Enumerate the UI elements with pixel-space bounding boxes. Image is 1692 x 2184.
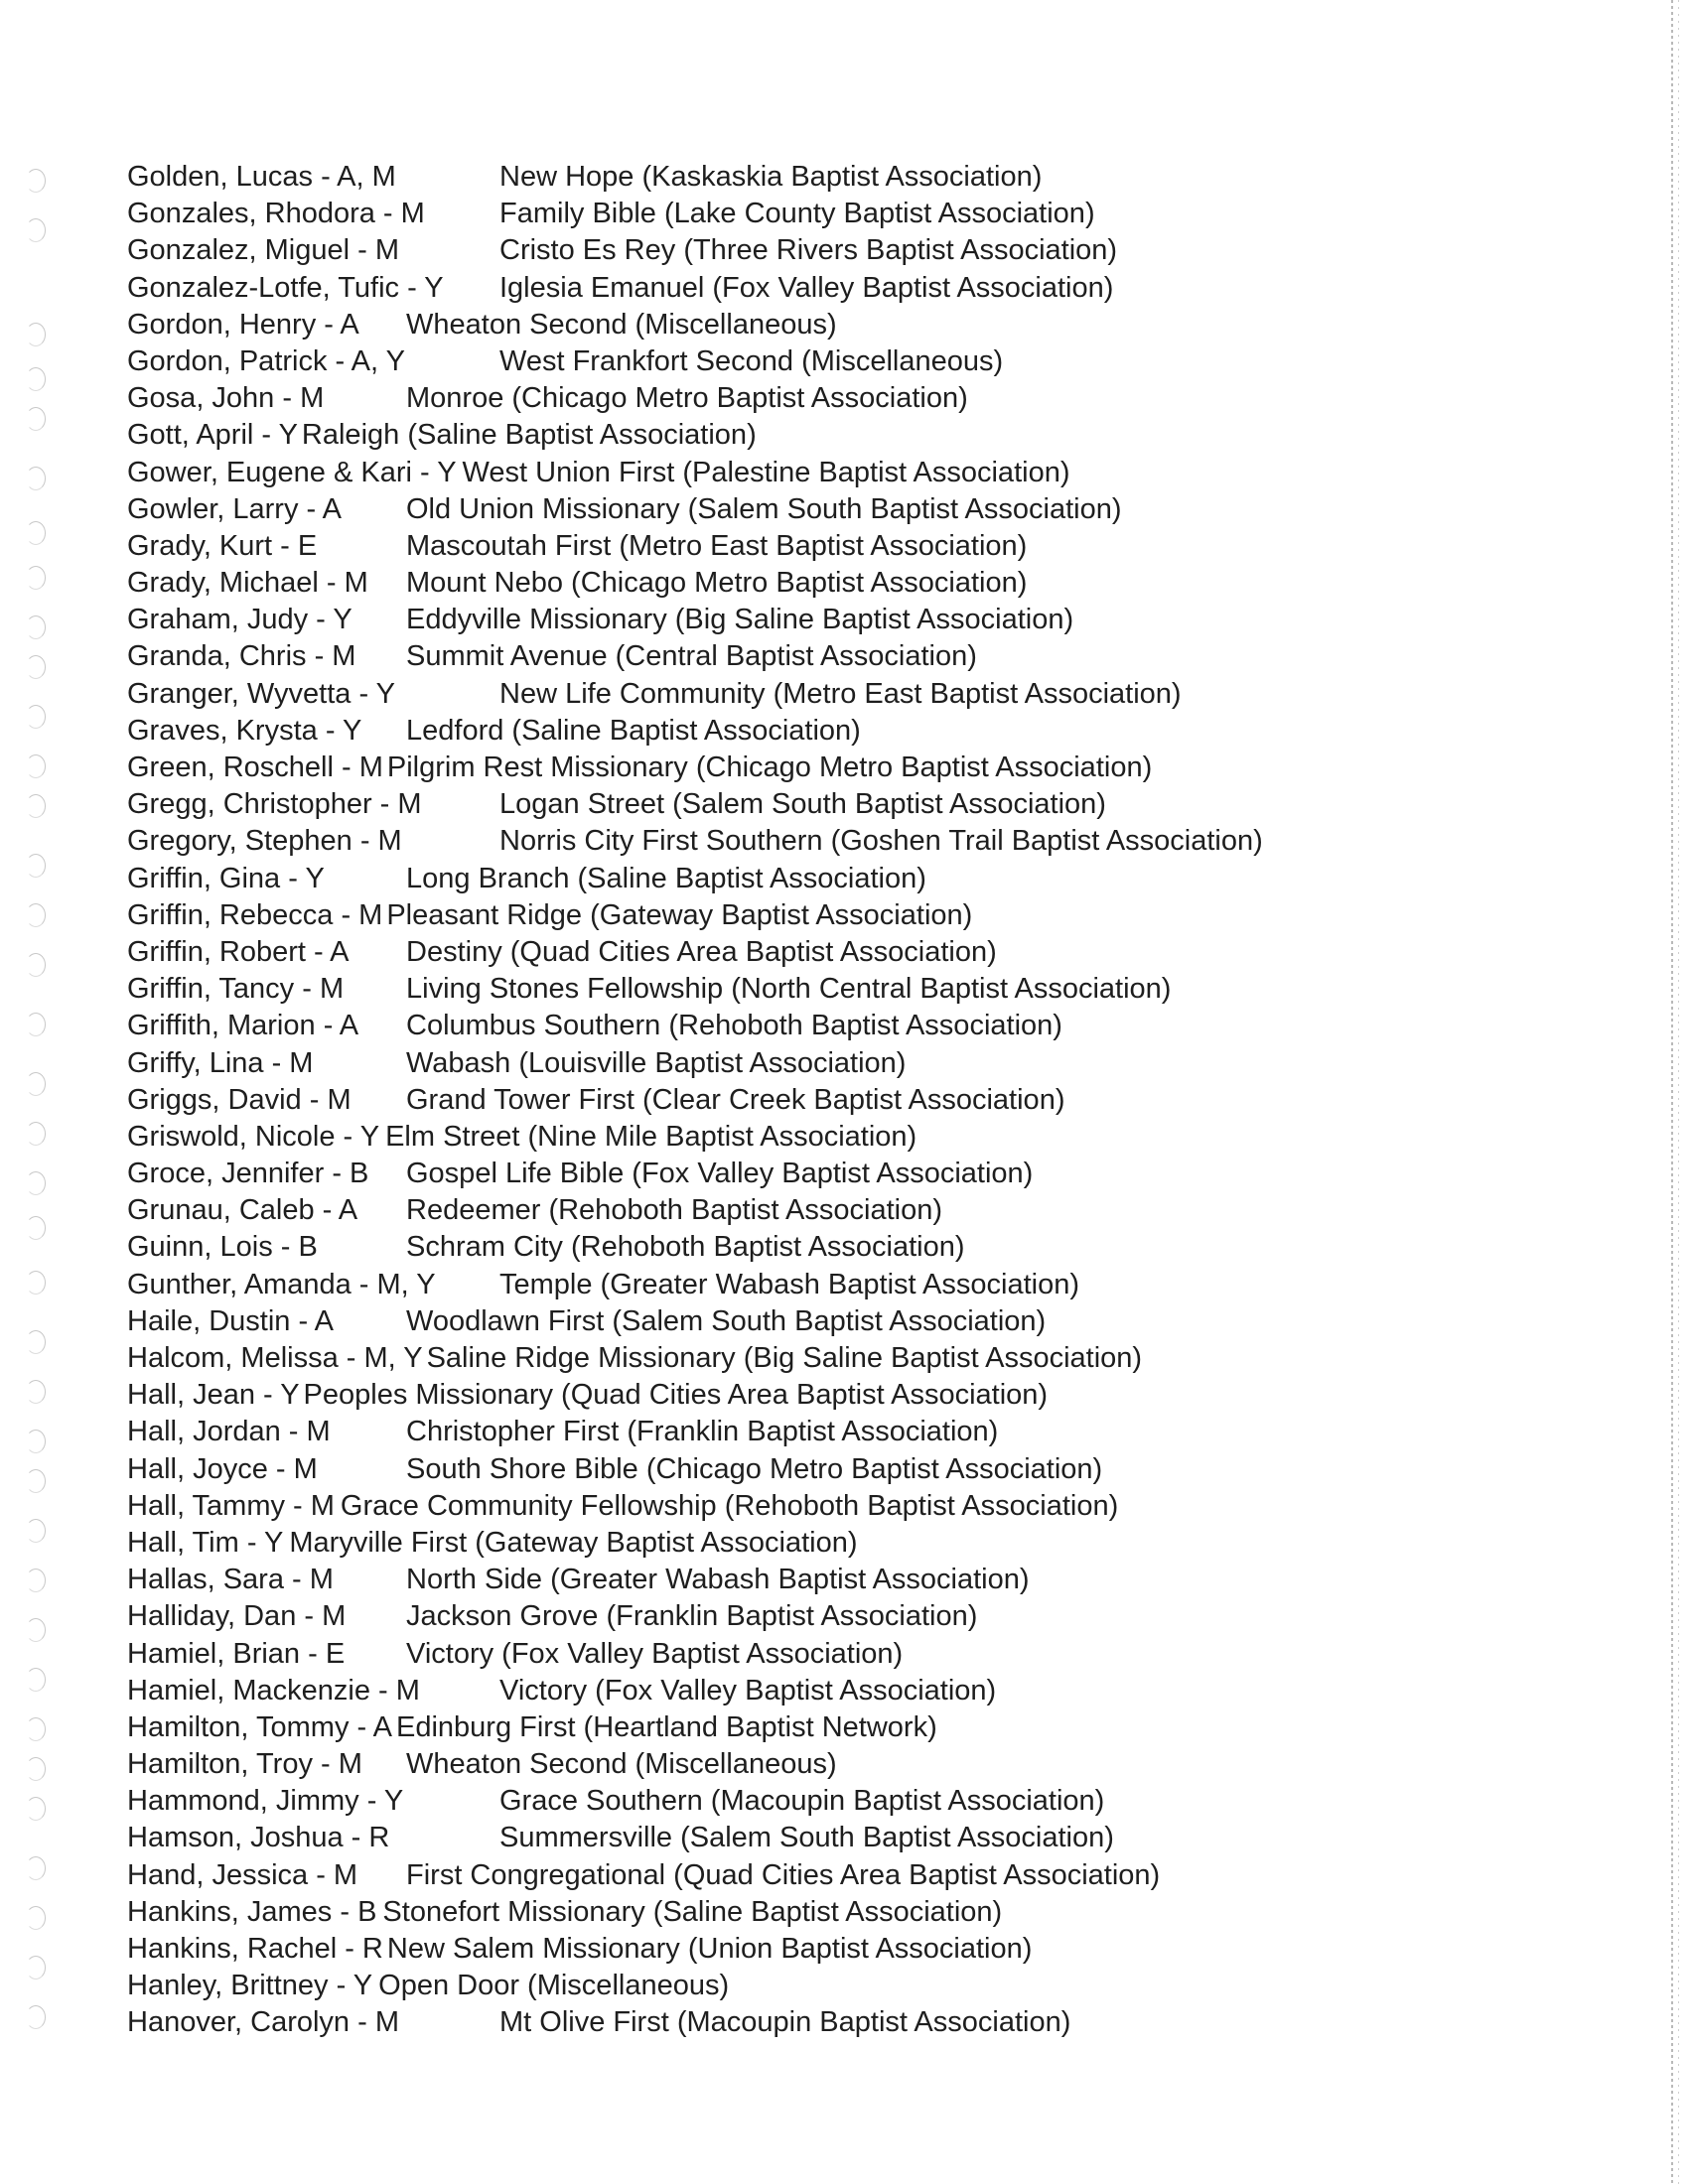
list-item — [127, 343, 1636, 380]
member-name: Hankins, James - B — [127, 1895, 377, 1928]
binder-hole-mark — [26, 1618, 46, 1642]
church-association: Victory (Fox Valley Baptist Association) — [499, 1674, 997, 1706]
church-association: Eddyville Missionary (Big Saline Baptist Association) — [406, 604, 1074, 636]
list-item — [127, 1894, 1636, 1931]
member-name: Hamiel, Brian - E — [127, 1637, 346, 1670]
list-item — [127, 1267, 1636, 1303]
list-item — [127, 1968, 1636, 2004]
list-item — [127, 786, 1636, 823]
member-name: Hanley, Brittney - Y — [127, 1970, 373, 2002]
church-association: Maryville First (Gateway Baptist Association) — [289, 1526, 858, 1559]
binder-hole-mark — [26, 903, 46, 927]
church-association: North Side (Greater Wabash Baptist Association) — [406, 1564, 1030, 1596]
member-name: Griffin, Robert - A — [127, 935, 350, 968]
church-association: Grace Southern (Macoupin Baptist Association) — [499, 1785, 1105, 1818]
church-association: Peoples Missionary (Quad Cities Area Baptist Association) — [303, 1379, 1049, 1412]
binder-hole-mark — [26, 655, 46, 679]
church-association: Pilgrim Rest Missionary (Chicago Metro Baptist Association) — [386, 751, 1153, 783]
binder-hole-mark — [26, 754, 46, 778]
member-name: Gott, April - Y — [127, 419, 298, 452]
church-association: Schram City (Rehoboth Baptist Association) — [406, 1231, 965, 1264]
church-association: Edinburg First (Heartland Baptist Network) — [395, 1710, 937, 1743]
binder-hole-mark — [26, 1797, 46, 1821]
church-association: Family Bible (Lake County Baptist Association) — [499, 198, 1095, 230]
member-name: Gregory, Stephen - M — [127, 825, 402, 858]
binder-hole-mark — [26, 705, 46, 729]
church-association: Summersville (Salem South Baptist Association) — [499, 1822, 1114, 1854]
member-name: Gower, Eugene & Kari - Y — [127, 456, 457, 488]
list-item — [127, 1119, 1636, 1156]
church-association: Stonefort Missionary (Saline Baptist Association) — [382, 1895, 1003, 1928]
member-name: Gregg, Christopher - M — [127, 788, 422, 821]
binder-hole-mark — [26, 1569, 46, 1592]
member-name: Hamilton, Troy - M — [127, 1748, 362, 1781]
binder-hole-mark — [26, 169, 46, 193]
member-name: Granger, Wyvetta - Y — [127, 677, 395, 710]
church-association: Iglesia Emanuel (Fox Valley Baptist Association) — [499, 271, 1114, 304]
binder-hole-mark — [26, 1122, 46, 1146]
binder-hole-mark — [26, 615, 46, 639]
list-item — [127, 971, 1636, 1008]
member-name: Hamilton, Tommy - A — [127, 1710, 392, 1743]
binder-hole-mark — [26, 1519, 46, 1543]
list-item — [127, 638, 1636, 675]
binder-hole-mark — [26, 2005, 46, 2029]
binder-hole-mark — [26, 1171, 46, 1195]
member-name: Haile, Dustin - A — [127, 1304, 334, 1337]
church-association: Logan Street (Salem South Baptist Association) — [499, 788, 1106, 821]
member-name: Guinn, Lois - B — [127, 1231, 318, 1264]
list-item — [127, 897, 1636, 934]
member-name: Hall, Jean - Y — [127, 1379, 300, 1412]
binder-hole-mark — [26, 953, 46, 977]
church-association: Cristo Es Rey (Three Rivers Baptist Association) — [499, 234, 1118, 267]
list-item — [127, 455, 1636, 491]
church-association: Saline Ridge Missionary (Big Saline Baptist Association) — [426, 1342, 1143, 1374]
list-item — [127, 1562, 1636, 1598]
list-item — [127, 232, 1636, 269]
binder-hole-mark — [26, 218, 46, 242]
member-name: Hall, Tammy - M — [127, 1489, 335, 1522]
member-name: Hall, Tim - Y — [127, 1526, 284, 1559]
list-item — [127, 528, 1636, 565]
binder-hole-mark — [26, 1430, 46, 1453]
church-association: Jackson Grove (Franklin Baptist Association) — [406, 1600, 978, 1633]
member-name: Gonzalez-Lotfe, Tufic - Y — [127, 271, 444, 304]
list-item — [127, 1340, 1636, 1377]
binder-hole-mark — [26, 1216, 46, 1240]
list-item — [127, 1709, 1636, 1746]
member-name: Gosa, John - M — [127, 382, 325, 415]
church-association: Gospel Life Bible (Fox Valley Baptist Association) — [406, 1158, 1034, 1190]
list-item — [127, 1377, 1636, 1414]
list-item — [127, 196, 1636, 232]
church-association: Old Union Missionary (Salem South Baptist Association) — [406, 492, 1122, 525]
list-item — [127, 159, 1636, 196]
binder-hole-mark — [26, 1330, 46, 1354]
church-association: Wheaton Second (Miscellaneous) — [406, 1748, 837, 1781]
member-name: Hankins, Rachel - R — [127, 1933, 383, 1965]
list-item — [127, 750, 1636, 786]
member-name: Granda, Chris - M — [127, 640, 356, 673]
church-association: Mascoutah First (Metro East Baptist Association) — [406, 529, 1028, 562]
list-item — [127, 1525, 1636, 1562]
church-association: Long Branch (Saline Baptist Association) — [406, 862, 926, 894]
member-name: Gonzales, Rhodora - M — [127, 198, 425, 230]
binder-hole-mark — [26, 566, 46, 590]
list-item — [127, 1008, 1636, 1044]
member-name: Hammond, Jimmy - Y — [127, 1785, 404, 1818]
list-item — [127, 1746, 1636, 1783]
member-name: Halliday, Dan - M — [127, 1600, 347, 1633]
church-association: Open Door (Miscellaneous) — [378, 1970, 730, 2002]
list-item — [127, 713, 1636, 750]
church-association: Mt Olive First (Macoupin Baptist Association) — [499, 2006, 1071, 2039]
list-item — [127, 1857, 1636, 1894]
church-association: Woodlawn First (Salem South Baptist Association) — [406, 1304, 1047, 1337]
church-association: Norris City First Southern (Goshen Trail Baptist Association) — [499, 825, 1263, 858]
binder-hole-mark — [26, 854, 46, 878]
member-name: Hall, Jordan - M — [127, 1416, 331, 1448]
binder-hole-mark — [26, 1668, 46, 1692]
church-association: Wabash (Louisville Baptist Association) — [406, 1046, 907, 1079]
list-item — [127, 602, 1636, 638]
member-name: Griffin, Rebecca - M — [127, 898, 383, 931]
member-name: Grady, Michael - M — [127, 567, 368, 600]
list-item — [127, 1082, 1636, 1119]
list-item — [127, 307, 1636, 343]
church-association: Wheaton Second (Miscellaneous) — [406, 308, 837, 341]
member-name: Gunther, Amanda - M, Y — [127, 1268, 436, 1300]
church-association: Destiny (Quad Cities Area Baptist Association) — [406, 935, 997, 968]
member-name: Graham, Judy - Y — [127, 604, 352, 636]
list-item — [127, 1156, 1636, 1192]
list-item — [127, 861, 1636, 897]
member-name: Gonzalez, Miguel - M — [127, 234, 399, 267]
list-item — [127, 380, 1636, 417]
list-item — [127, 1673, 1636, 1709]
member-name: Hamson, Joshua - R — [127, 1822, 390, 1854]
list-item — [127, 1783, 1636, 1820]
member-name: Griffy, Lina - M — [127, 1046, 314, 1079]
church-association: West Frankfort Second (Miscellaneous) — [499, 344, 1004, 377]
binder-hole-mark — [26, 1757, 46, 1781]
binder-hole-mark — [26, 1956, 46, 1979]
binder-hole-mark — [26, 467, 46, 490]
church-association: New Salem Missionary (Union Baptist Association) — [386, 1933, 1033, 1965]
church-association: Raleigh (Saline Baptist Association) — [301, 419, 757, 452]
list-item — [127, 1931, 1636, 1968]
list-item — [127, 1820, 1636, 1856]
binder-hole-marks — [22, 149, 62, 2085]
list-item — [127, 676, 1636, 713]
church-association: Summit Avenue (Central Baptist Association) — [406, 640, 977, 673]
list-item — [127, 1192, 1636, 1229]
member-name: Hall, Joyce - M — [127, 1452, 318, 1485]
binder-hole-mark — [26, 1380, 46, 1404]
church-association: Ledford (Saline Baptist Association) — [406, 714, 861, 747]
member-name: Griffin, Gina - Y — [127, 862, 325, 894]
list-item — [127, 1229, 1636, 1266]
list-item — [127, 1488, 1636, 1525]
binder-hole-mark — [26, 521, 46, 545]
church-association: First Congregational (Quad Cities Area Baptist Association) — [406, 1858, 1161, 1891]
member-name: Grunau, Caleb - A — [127, 1194, 358, 1227]
page-edge-right-inner — [1678, 0, 1679, 2184]
church-association: Redeemer (Rehoboth Baptist Association) — [406, 1194, 943, 1227]
list-item — [127, 1045, 1636, 1082]
binder-hole-mark — [26, 1013, 46, 1036]
church-association: West Union First (Palestine Baptist Association) — [462, 456, 1070, 488]
church-association: New Life Community (Metro East Baptist Association) — [499, 677, 1182, 710]
binder-hole-mark — [26, 1717, 46, 1741]
binder-hole-mark — [26, 1072, 46, 1096]
member-name: Green, Roschell - M — [127, 751, 383, 783]
list-item — [127, 270, 1636, 307]
member-name: Hand, Jessica - M — [127, 1858, 358, 1891]
church-association: Living Stones Fellowship (North Central Baptist Association) — [406, 973, 1172, 1006]
church-association: Mount Nebo (Chicago Metro Baptist Association) — [406, 567, 1028, 600]
binder-hole-mark — [26, 367, 46, 391]
member-name: Hamiel, Mackenzie - M — [127, 1674, 420, 1706]
church-association: Temple (Greater Wabash Baptist Association) — [499, 1268, 1080, 1300]
member-name: Halcom, Melissa - M, Y — [127, 1342, 423, 1374]
binder-hole-mark — [26, 1271, 46, 1295]
directory-list — [127, 159, 1636, 2042]
list-item — [127, 2004, 1636, 2041]
binder-hole-mark — [26, 407, 46, 431]
church-association: Grand Tower First (Clear Creek Baptist Association) — [406, 1083, 1065, 1116]
list-item — [127, 417, 1636, 454]
member-name: Groce, Jennifer - B — [127, 1158, 369, 1190]
member-name: Grady, Kurt - E — [127, 529, 318, 562]
church-association: Elm Street (Nine Mile Baptist Association) — [385, 1120, 917, 1153]
list-item — [127, 565, 1636, 602]
list-item — [127, 823, 1636, 860]
church-association: Pleasant Ridge (Gateway Baptist Association) — [386, 898, 973, 931]
member-name: Griffith, Marion - A — [127, 1010, 359, 1042]
member-name: Hallas, Sara - M — [127, 1564, 334, 1596]
page-edge-right — [1671, 0, 1673, 2184]
list-item — [127, 934, 1636, 971]
church-association: Grace Community Fellowship (Rehoboth Baptist Association) — [340, 1489, 1119, 1522]
member-name: Graves, Krysta - Y — [127, 714, 362, 747]
church-association: Columbus Southern (Rehoboth Baptist Association) — [406, 1010, 1062, 1042]
binder-hole-mark — [26, 1906, 46, 1930]
binder-hole-mark — [26, 794, 46, 818]
church-association: South Shore Bible (Chicago Metro Baptist Association) — [406, 1452, 1103, 1485]
binder-hole-mark — [26, 1856, 46, 1880]
church-association: Christopher First (Franklin Baptist Association) — [406, 1416, 999, 1448]
church-association: Victory (Fox Valley Baptist Association) — [406, 1637, 904, 1670]
member-name: Griffin, Tancy - M — [127, 973, 345, 1006]
member-name: Hanover, Carolyn - M — [127, 2006, 399, 2039]
binder-hole-mark — [26, 323, 46, 346]
church-association: Monroe (Chicago Metro Baptist Association) — [406, 382, 968, 415]
member-name: Gordon, Patrick - A, Y — [127, 344, 405, 377]
list-item — [127, 1414, 1636, 1450]
list-item — [127, 1598, 1636, 1635]
list-item — [127, 1636, 1636, 1673]
binder-hole-mark — [26, 1469, 46, 1493]
member-name: Griggs, David - M — [127, 1083, 352, 1116]
member-name: Golden, Lucas - A, M — [127, 161, 396, 193]
member-name: Gowler, Larry - A — [127, 492, 342, 525]
list-item — [127, 491, 1636, 528]
church-association: New Hope (Kaskaskia Baptist Association) — [499, 161, 1043, 193]
list-item — [127, 1303, 1636, 1340]
member-name: Gordon, Henry - A — [127, 308, 359, 341]
list-item — [127, 1451, 1636, 1488]
member-name: Griswold, Nicole - Y — [127, 1120, 380, 1153]
